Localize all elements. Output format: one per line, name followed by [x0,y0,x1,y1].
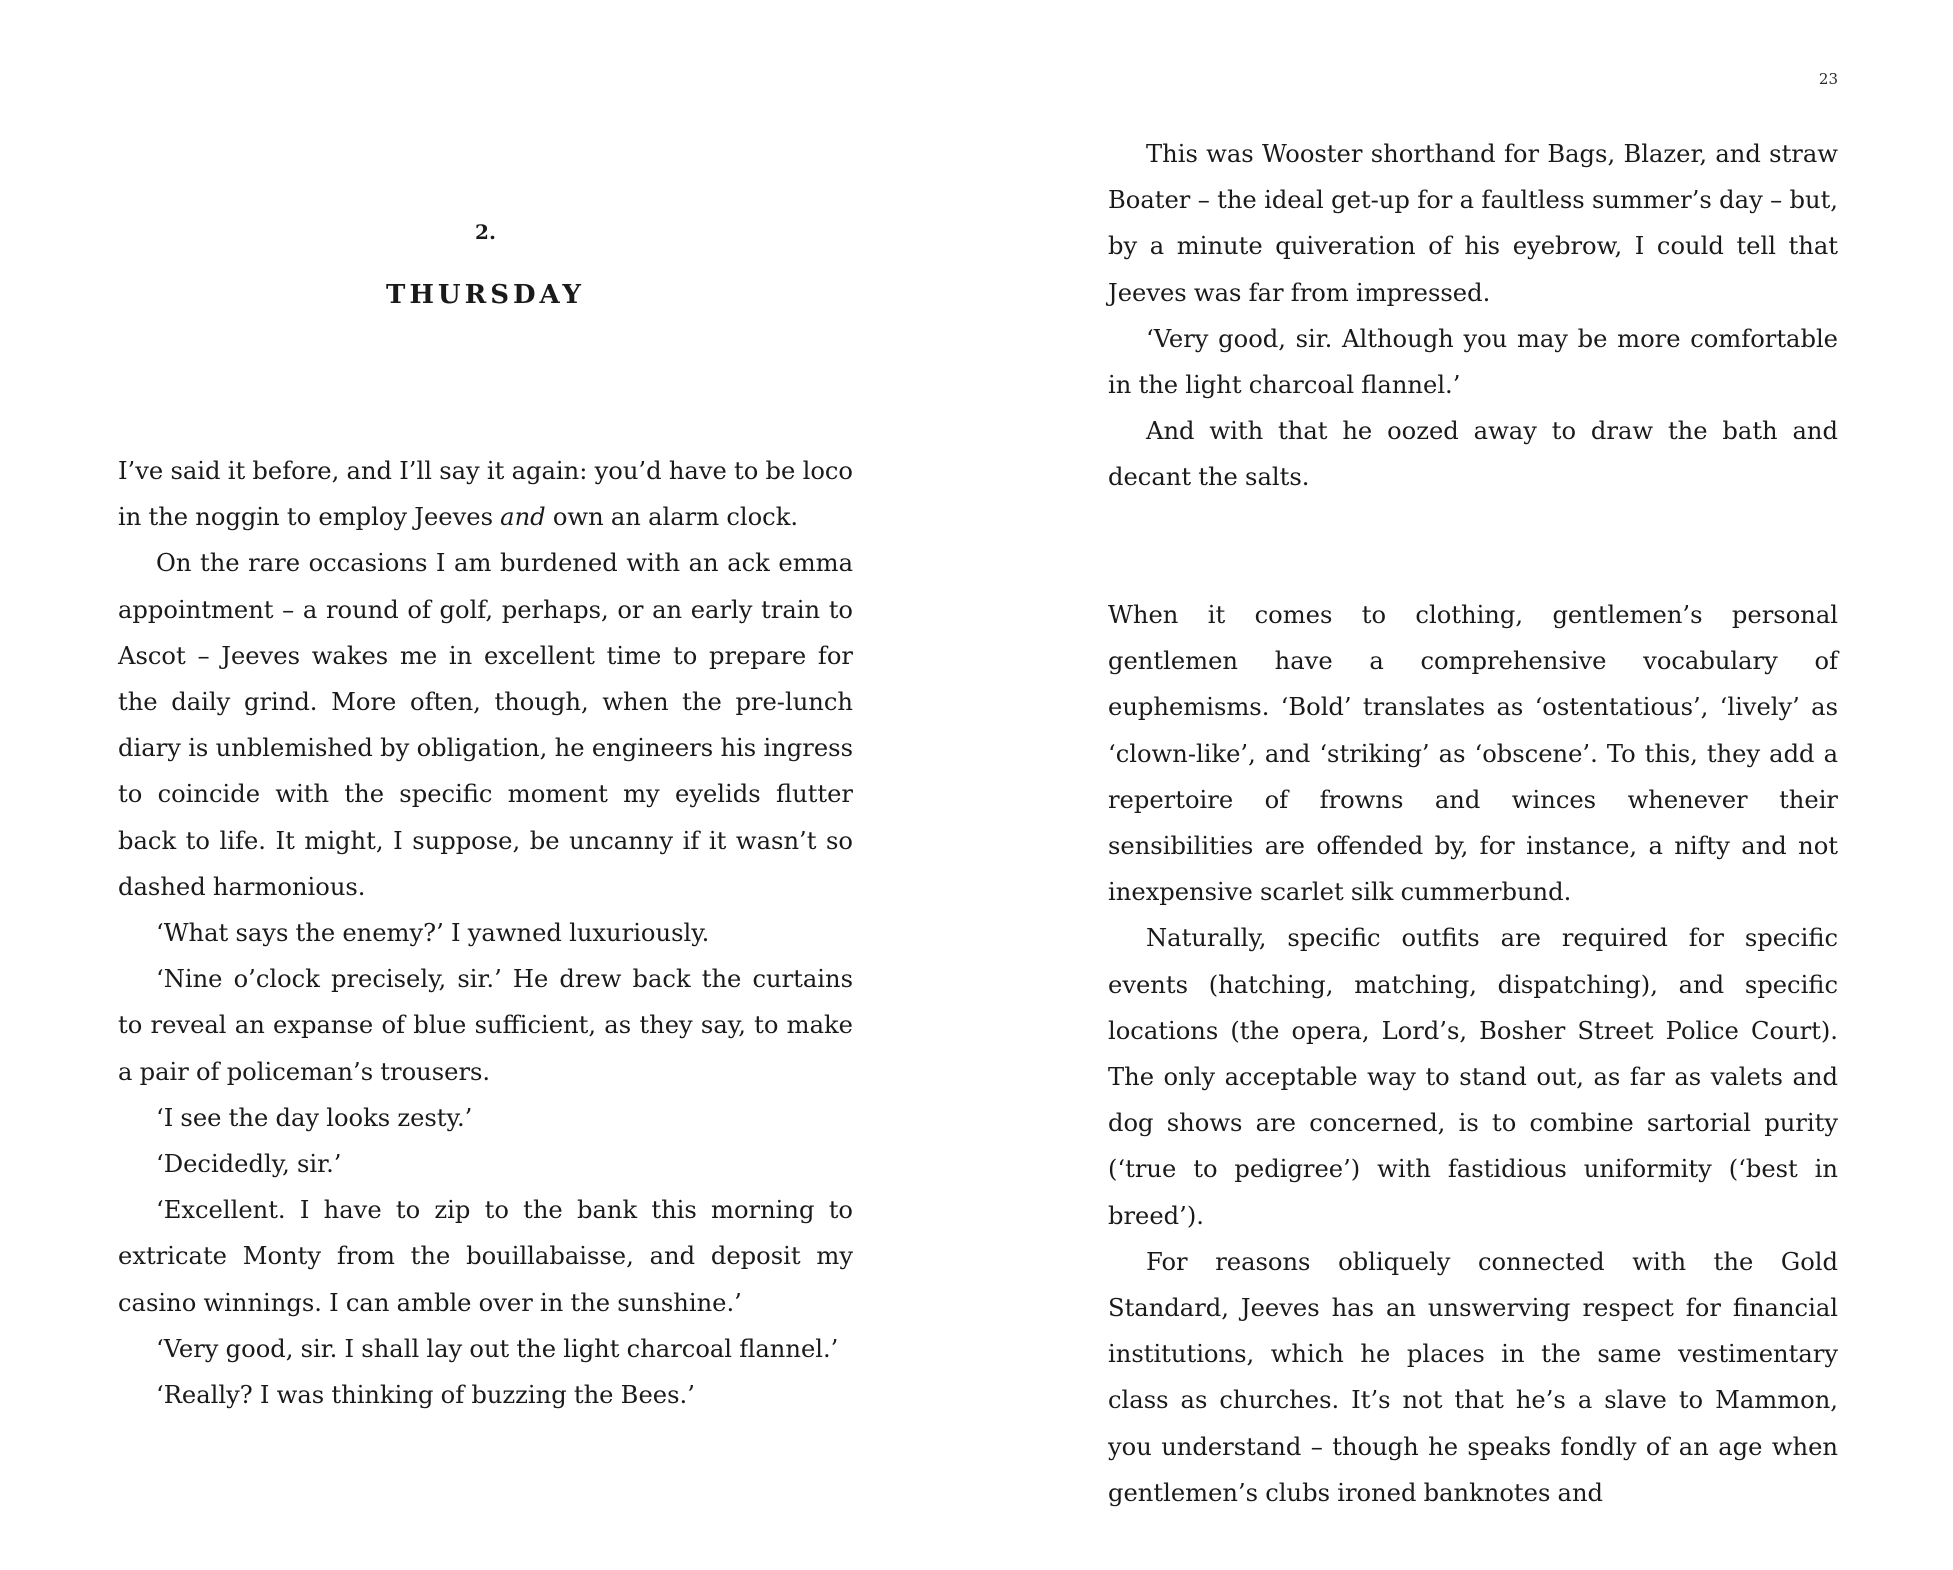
text-run: On the rare occasions I am burdened with an ack emma appointment – a round of golf, perhaps, or an early train to Ascot – Jeeves wakes me in excellent time to prepare for the daily grind. More often, though, when the pre-lunch diary is unblemished by obligation, he engineers his ingress to coincide with the specific moment my eyelids flutter back to life. It might, I suppose, be uncanny if it wasn’t so dashed harmonious. [118,549,853,901]
paragraph [1108,1239,1838,1516]
right-top-text [1108,131,1838,501]
paragraph [1108,316,1838,408]
right-bottom-text [1108,592,1838,1516]
paragraph [118,540,853,910]
text-run: ‘I see the day looks zesty.’ [156,1103,473,1132]
paragraph [118,956,853,1095]
paragraph [118,1095,853,1141]
paragraph [118,910,853,956]
paragraph [1108,915,1838,1238]
chapter-number: 2. [475,220,496,244]
left-page [118,0,853,1570]
text-run: And with that he oozed away to draw the bath and decant the salts. [1108,417,1838,492]
paragraph [1108,131,1838,316]
paragraph [118,1141,853,1187]
left-body-text [118,448,853,1418]
paragraph [118,1187,853,1326]
text-run: ‘What says the enemy?’ I yawned luxuriously. [156,919,710,948]
text-run: For reasons obliquely connected with the Gold Standard, Jeeves has an unswerving respect for financial institutions, which he places in the same vestimentary class as churches. It’s not that he’s a slave to Mammon, you understand – though he speaks fondly of an age when gentlemen’s clubs ironed banknotes and [1108,1247,1838,1507]
text-run: This was Wooster shorthand for Bags, Blazer, and straw Boater – the ideal get-up for a faultless summer’s day – but, by a minute quiveration of his eyebrow, I could tell that Jeeves was far from impressed. [1108,140,1838,307]
text-run: Naturally, specific outfits are required for specific events (hatching, matching, dispatching), and specific locations (the opera, Lord’s, Bosher Street Police Court). The only acceptable way to stand out, as far as valets and dog shows are concerned, is to combine sartorial purity (‘true to pedigree’) with fastidious uniformity (‘best in breed’). [1108,924,1838,1230]
page-number: 23 [1818,70,1838,88]
right-page [1108,0,1838,1570]
paragraph [1108,408,1838,500]
paragraph [118,1326,853,1372]
text-run: ‘Excellent. I have to zip to the bank this morning to extricate Monty from the bouillabaisse, and deposit my casino winnings. I can amble over in the sunshine.’ [118,1196,853,1317]
text-run: ‘Decidedly, sir.’ [156,1150,342,1179]
text-run: ‘Really? I was thinking of buzzing the Bees.’ [156,1381,695,1410]
text-run: ‘Very good, sir. Although you may be more comfortable in the light charcoal flannel.’ [1108,324,1838,400]
text-run: When it comes to clothing, gentlemen’s personal gentlemen have a comprehensive vocabulary of euphemisms. ‘Bold’ translates as ‘ostentatious’, ‘lively’ as ‘clown-like’, and ‘striking’ as ‘obscene’. To this, they add a repertoire of frowns and winces whenever their sensibilities are offended by, for instance, a nifty and not inexpensive scarlet silk cummerbund. [1108,601,1838,907]
paragraph [118,448,853,540]
paragraph [1108,592,1838,915]
text-run: ‘Very good, sir. I shall lay out the light charcoal flannel.’ [156,1334,839,1363]
paragraph [118,1372,853,1418]
text-run: ‘Nine o’clock precisely, sir.’ He drew back the curtains to reveal an expanse of blue sufficient, as they say, to make a pair of policeman’s trousers. [118,965,853,1086]
italic-text: and [500,503,546,532]
text-run: own an alarm clock. [545,503,799,532]
chapter-title: THURSDAY [386,280,585,310]
text-run: I’ve said it before, and I’ll say it again: you’d have to be loco in the noggin to employ Jeeves [118,457,853,532]
